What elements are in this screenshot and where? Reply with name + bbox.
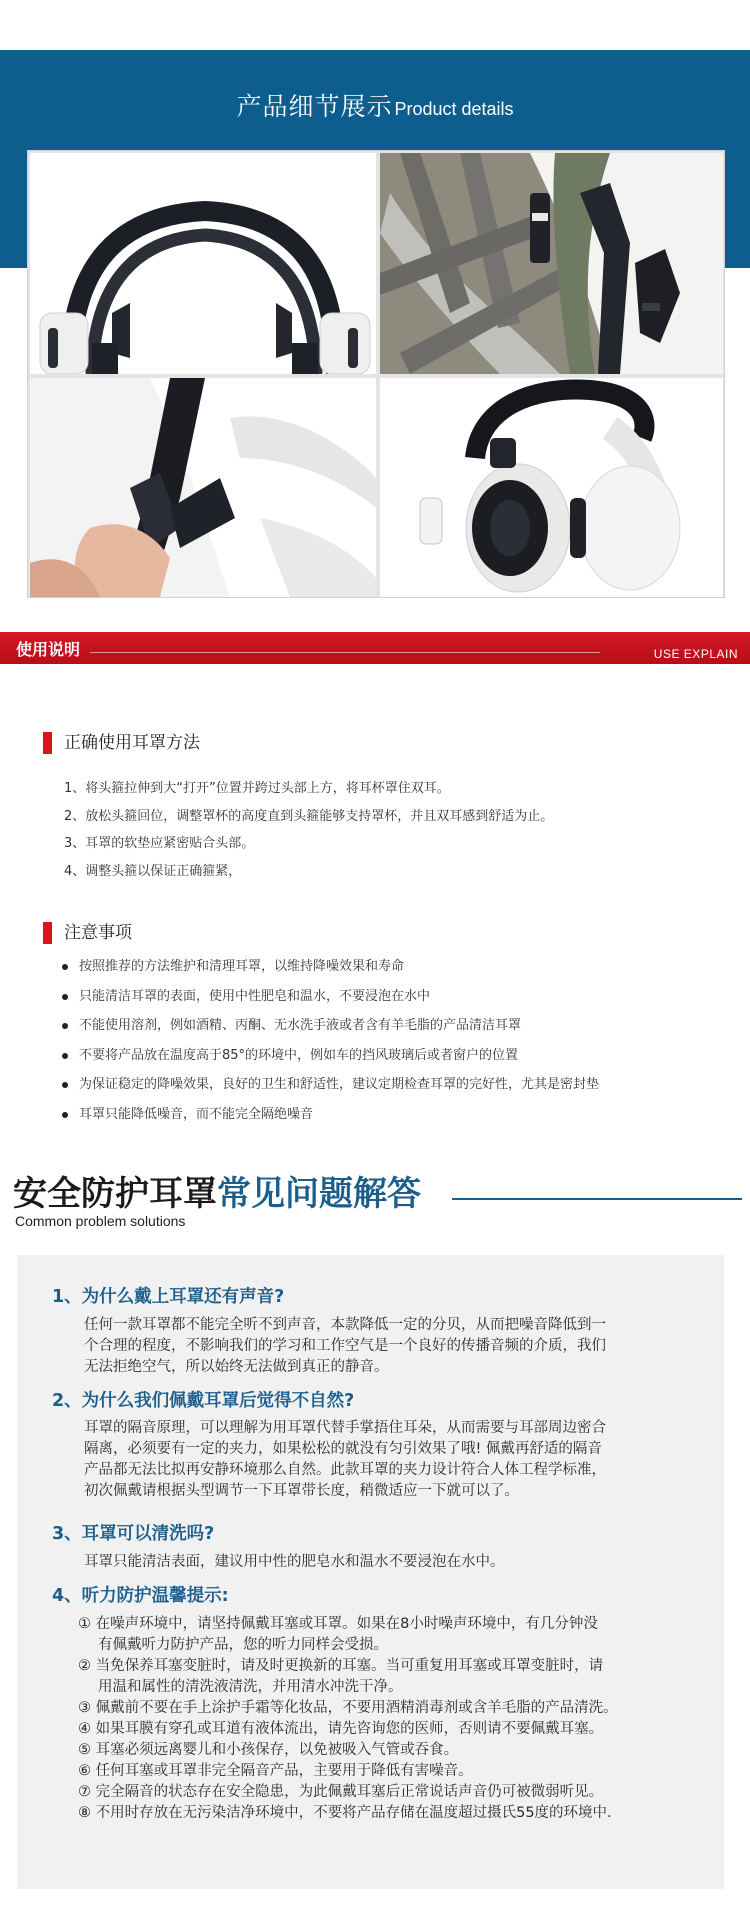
precaution-item <box>62 1070 730 1100</box>
bullet-icon <box>62 1023 68 1029</box>
correct-use-steps <box>64 775 724 885</box>
step-item: 2、放松头箍回位，调整罩杯的高度直到头箍能够支持罩杯，并且双耳感到舒适为止。 <box>64 808 554 824</box>
precautions-list <box>62 952 730 1129</box>
answer-line: 产品都无法比拟再安静环境那么自然。此款耳罩的夹力设计符合人体工程学标准， <box>84 1462 606 1478</box>
photo-helmet-interior <box>380 153 723 374</box>
precaution-text: 按照推荐的方法维护和清理耳罩，以维持降噪效果和寿命 <box>79 959 405 974</box>
answer-line: 初次佩戴请根据头型调节一下耳罩带长度，稍微适应一下就可以了。 <box>84 1483 519 1499</box>
precaution-item <box>62 1011 730 1041</box>
usage-bar-divider <box>90 652 600 653</box>
answer-line: 隔离，必须要有一定的夹力，如果松松的就没有匀引效果了哦! 佩戴再舒适的隔音 <box>84 1441 602 1457</box>
precaution-text: 不要将产品放在温度高于85°的环境中，例如车的挡风玻璃后或者窗户的位置 <box>79 1047 519 1063</box>
usage-title-cn: 使用说明 <box>16 640 81 659</box>
tip-line: ② 当免保养耳塞变脏时，请及时更换新的耳塞。当可重复用耳塞或耳罩变脏时，请 <box>78 1658 604 1674</box>
faq-question-3: 3、耳罩可以清洗吗? <box>52 1524 215 1544</box>
precaution-text: 只能清洁耳罩的表面，使用中性肥皂和温水，不要浸泡在水中 <box>79 988 431 1004</box>
bullet-icon <box>62 1082 68 1088</box>
photo-headband <box>30 153 376 374</box>
photo-earmuff-full <box>380 378 723 597</box>
usage-instructions-bar <box>0 632 750 664</box>
product-details-title-en: Product details <box>394 99 514 119</box>
faq-title-dark: 安全防护耳罩 <box>13 1174 217 1214</box>
faq-title <box>13 1172 421 1216</box>
faq-title-rule <box>452 1198 742 1200</box>
step-item: 4、调整头箍以保证正确箍紧， <box>64 863 242 879</box>
faq-answer-3 <box>84 1552 704 1573</box>
precaution-text: 耳罩只能降低噪音，而不能完全隔绝噪音 <box>79 1106 314 1122</box>
product-photo-grid <box>27 150 725 598</box>
bullet-icon <box>62 1053 68 1059</box>
faq-question-2: 2、为什么我们佩戴耳罩后觉得不自然? <box>52 1391 355 1411</box>
product-details-title <box>0 90 750 127</box>
precaution-item <box>62 982 730 1012</box>
answer-line: 耳罩只能清洁表面，建议用中性的肥皂水和温水不要浸泡在水中。 <box>84 1554 505 1570</box>
bullet-icon <box>62 964 68 970</box>
usage-title-en: USE EXPLAIN <box>653 647 738 661</box>
photo-helmet-attachment <box>30 378 376 597</box>
faq-answer-2 <box>84 1418 704 1502</box>
bullet-icon <box>62 1112 68 1118</box>
step-item: 3、耳罩的软垫应紧密贴合头部。 <box>64 836 255 851</box>
answer-line: 耳罩的隔音原理，可以理解为用耳罩代替手掌捂住耳朵，从而需要与耳部周边密合 <box>84 1420 606 1436</box>
answer-line: 个合理的程度，不影响我们的学习和工作空气是一个良好的传播音频的介质，我们 <box>84 1338 606 1354</box>
bullet-icon <box>62 994 68 1000</box>
precaution-text: 不能使用溶剂，例如酒精、丙酮、无水洗手液或者含有羊毛脂的产品清洁耳罩 <box>79 1018 522 1033</box>
correct-use-heading: 正确使用耳罩方法 <box>43 732 200 754</box>
tip-line: ⑧ 不用时存放在无污染洁净环境中，不要将产品存储在温度超过摄氏55度的环境中. <box>78 1805 612 1821</box>
tip-line: ⑥ 任何耳塞或耳罩非完全隔音产品，主要用于降低有害噪音。 <box>78 1763 473 1779</box>
precautions-heading: 注意事项 <box>43 922 132 944</box>
answer-line: 任何一款耳罩都不能完全听不到声音，本款降低一定的分贝，从而把噪音降低到一 <box>84 1317 606 1333</box>
product-details-title-cn: 产品细节展示 <box>236 92 393 121</box>
tip-line: 有佩戴听力防护产品，您的听力同样会受损。 <box>98 1637 388 1653</box>
tip-line: ⑤ 耳塞必须远离婴儿和小孩保存，以免被吸入气管或吞食。 <box>78 1742 459 1758</box>
tip-line: ④ 如果耳膜有穿孔或耳道有液体流出，请先咨询您的医师，否则请不要佩戴耳塞。 <box>78 1721 604 1737</box>
answer-line: 无法拒绝空气，所以始终无法做到真正的静音。 <box>84 1359 389 1375</box>
step-item: 1、将头箍拉伸到大“打开”位置并跨过头部上方，将耳杯罩住双耳。 <box>64 781 450 796</box>
tip-line: ⑦ 完全隔音的状态存在安全隐患，为此佩戴耳塞后正常说话声音仍可被微弱听见。 <box>78 1784 604 1800</box>
hearing-tips-list <box>78 1614 718 1824</box>
faq-subtitle: Common problem solutions <box>15 1213 186 1229</box>
precaution-item <box>62 1100 730 1130</box>
precaution-item <box>62 952 730 982</box>
tip-line: ① 在噪声环境中，请坚持佩戴耳塞或耳罩。如果在8小时噪声环境中，有几分钟没 <box>78 1616 598 1632</box>
faq-title-blue: 常见问题解答 <box>217 1174 421 1214</box>
precaution-text: 为保证稳定的降噪效果，良好的卫生和舒适性，建议定期检查耳罩的完好性，尤其是密封垫 <box>79 1077 600 1092</box>
tip-line: ③ 佩戴前不要在手上涂护手霜等化妆品，不要用酒精消毒剂或含羊毛脂的产品清洗。 <box>78 1700 618 1716</box>
faq-question-1: 1、为什么戴上耳罩还有声音? <box>52 1287 285 1307</box>
faq-answer-1 <box>84 1315 704 1378</box>
precaution-item <box>62 1041 730 1071</box>
faq-question-4: 4、听力防护温馨提示: <box>52 1586 229 1606</box>
tip-line: 用温和属性的清洗液清洗，并用清水冲洗干净。 <box>98 1679 403 1695</box>
